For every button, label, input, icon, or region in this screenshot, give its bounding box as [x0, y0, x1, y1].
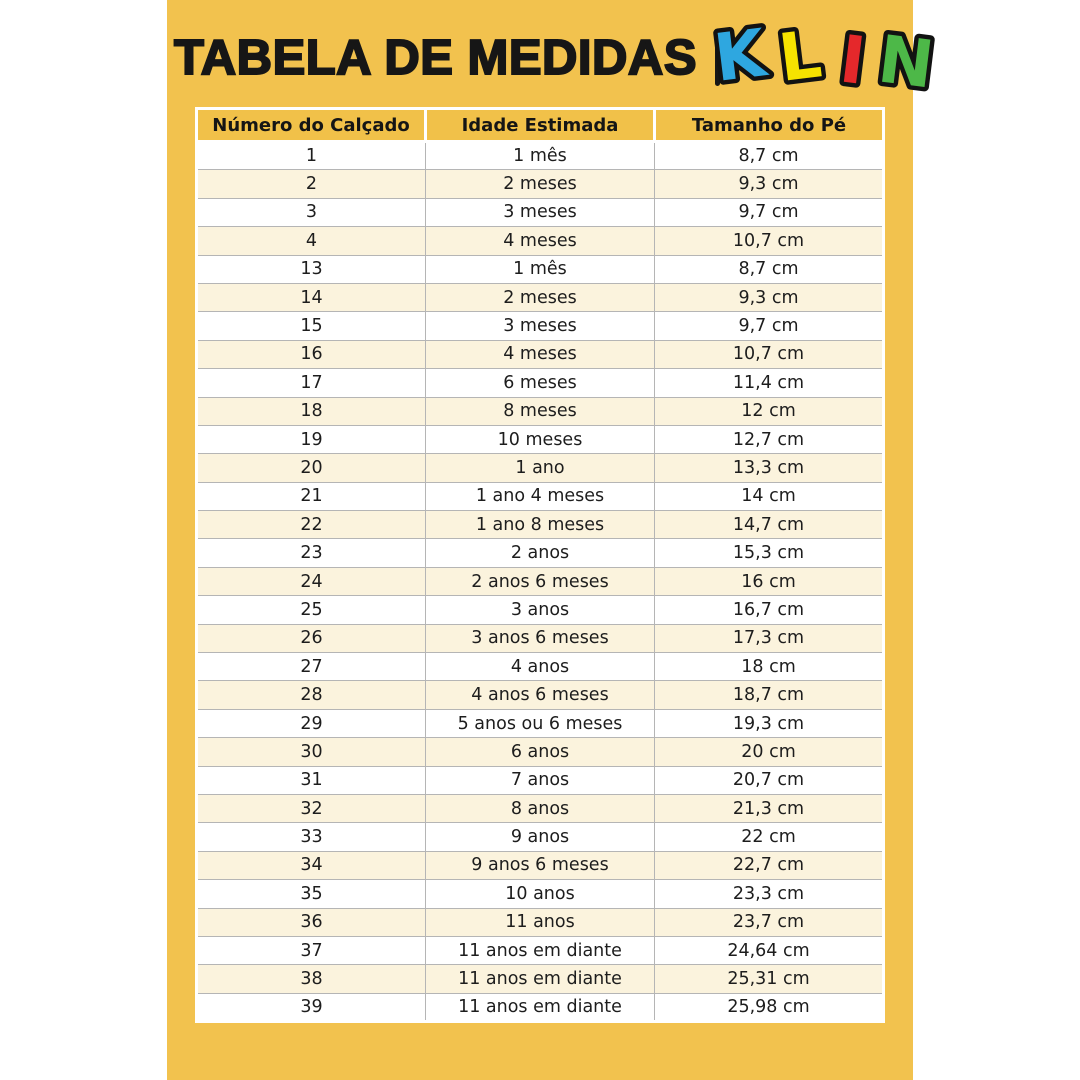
table-cell: 25,31 cm — [655, 965, 884, 993]
table-cell: 17,3 cm — [655, 624, 884, 652]
table-row — [197, 851, 884, 879]
table-row — [197, 539, 884, 567]
table-cell: 24 — [197, 567, 426, 595]
table-cell: 4 anos 6 meses — [426, 681, 655, 709]
table-cell: 9,7 cm — [655, 198, 884, 226]
table-cell: 13 — [197, 255, 426, 283]
table-row — [197, 454, 884, 482]
table-cell: 20 — [197, 454, 426, 482]
table-cell: 4 — [197, 227, 426, 255]
table-row — [197, 709, 884, 737]
table-cell: 18,7 cm — [655, 681, 884, 709]
klin-letter-l: L — [774, 16, 822, 97]
table-cell: 11 anos — [426, 908, 655, 936]
table-cell: 3 anos 6 meses — [426, 624, 655, 652]
table-row — [197, 936, 884, 964]
klin-letter-k: K — [710, 15, 766, 97]
table-cell: 1 ano — [426, 454, 655, 482]
table-row — [197, 965, 884, 993]
table-cell: 10 anos — [426, 880, 655, 908]
table-row — [197, 227, 884, 255]
table-cell: 9 anos 6 meses — [426, 851, 655, 879]
table-row — [197, 369, 884, 397]
table-cell: 34 — [197, 851, 426, 879]
table-cell: 18 — [197, 397, 426, 425]
table-row — [197, 794, 884, 822]
table-cell: 26 — [197, 624, 426, 652]
table-cell: 16 — [197, 340, 426, 368]
table-row — [197, 283, 884, 311]
header-shoe-number: Número do Calçado — [197, 109, 426, 142]
table-row — [197, 681, 884, 709]
table-cell: 2 — [197, 170, 426, 198]
table-cell: 8,7 cm — [655, 142, 884, 170]
header-estimated-age: Idade Estimada — [426, 109, 655, 142]
table-cell: 11 anos em diante — [426, 936, 655, 964]
table-row — [197, 908, 884, 936]
table-row — [197, 340, 884, 368]
table-cell: 4 meses — [426, 227, 655, 255]
table-cell: 15 — [197, 312, 426, 340]
table-cell: 6 meses — [426, 369, 655, 397]
table-cell: 3 meses — [426, 312, 655, 340]
table-cell: 27 — [197, 653, 426, 681]
table-cell: 9,3 cm — [655, 170, 884, 198]
table-row — [197, 312, 884, 340]
table-cell: 2 anos — [426, 539, 655, 567]
table-cell: 1 mês — [426, 142, 655, 170]
table-cell: 25 — [197, 596, 426, 624]
table-cell: 1 ano 8 meses — [426, 511, 655, 539]
header-foot-size: Tamanho do Pé — [655, 109, 884, 142]
table-cell: 18 cm — [655, 653, 884, 681]
table-cell: 8,7 cm — [655, 255, 884, 283]
table-cell: 6 anos — [426, 738, 655, 766]
table-cell: 22,7 cm — [655, 851, 884, 879]
table-row — [197, 425, 884, 453]
table-row — [197, 255, 884, 283]
table-cell: 4 anos — [426, 653, 655, 681]
table-cell: 16,7 cm — [655, 596, 884, 624]
table-cell: 13,3 cm — [655, 454, 884, 482]
table-row — [197, 142, 884, 170]
table-cell: 12 cm — [655, 397, 884, 425]
table-row — [197, 738, 884, 766]
table-cell: 11 anos em diante — [426, 965, 655, 993]
table-row — [197, 624, 884, 652]
table-cell: 17 — [197, 369, 426, 397]
klin-letter-i: I — [835, 21, 865, 100]
page-title: TABELA DE MEDIDAS — [174, 31, 697, 85]
table-row — [197, 823, 884, 851]
table-row — [197, 511, 884, 539]
table-cell: 20 cm — [655, 738, 884, 766]
table-cell: 2 anos 6 meses — [426, 567, 655, 595]
table-cell: 19 — [197, 425, 426, 453]
table-row — [197, 170, 884, 198]
table-cell: 28 — [197, 681, 426, 709]
table-cell: 22 — [197, 511, 426, 539]
table-cell: 32 — [197, 794, 426, 822]
table-cell: 10 meses — [426, 425, 655, 453]
table-cell: 21 — [197, 482, 426, 510]
table-cell: 9,3 cm — [655, 283, 884, 311]
table-cell: 4 meses — [426, 340, 655, 368]
table-row — [197, 653, 884, 681]
table-cell: 11 anos em diante — [426, 993, 655, 1021]
header-row — [197, 109, 884, 142]
table-row — [197, 766, 884, 794]
table-cell: 2 meses — [426, 283, 655, 311]
table-row — [197, 397, 884, 425]
table-cell: 9,7 cm — [655, 312, 884, 340]
table-cell: 19,3 cm — [655, 709, 884, 737]
table-cell: 39 — [197, 993, 426, 1021]
table-cell: 38 — [197, 965, 426, 993]
title-bar — [167, 15, 934, 104]
table-cell: 1 mês — [426, 255, 655, 283]
table-cell: 7 anos — [426, 766, 655, 794]
table-cell: 5 anos ou 6 meses — [426, 709, 655, 737]
table-cell: 15,3 cm — [655, 539, 884, 567]
table-cell: 30 — [197, 738, 426, 766]
table-cell: 23,7 cm — [655, 908, 884, 936]
table-row — [197, 198, 884, 226]
table-cell: 20,7 cm — [655, 766, 884, 794]
table-row — [197, 993, 884, 1021]
table-cell: 31 — [197, 766, 426, 794]
klin-logo — [710, 15, 934, 104]
table-cell: 21,3 cm — [655, 794, 884, 822]
table-cell: 3 anos — [426, 596, 655, 624]
table-cell: 12,7 cm — [655, 425, 884, 453]
table-cell: 33 — [197, 823, 426, 851]
table-cell: 37 — [197, 936, 426, 964]
table-cell: 35 — [197, 880, 426, 908]
table-cell: 14 — [197, 283, 426, 311]
table-row — [197, 567, 884, 595]
table-cell: 24,64 cm — [655, 936, 884, 964]
table-cell: 8 meses — [426, 397, 655, 425]
klin-letter-n: N — [874, 21, 934, 104]
table-cell: 3 meses — [426, 198, 655, 226]
table-cell: 23,3 cm — [655, 880, 884, 908]
svg-text:K L I — [710, 15, 933, 103]
table-cell: 16 cm — [655, 567, 884, 595]
table-row — [197, 880, 884, 908]
table-cell: 2 meses — [426, 170, 655, 198]
table-cell: 11,4 cm — [655, 369, 884, 397]
size-table — [195, 107, 885, 1023]
table-cell: 36 — [197, 908, 426, 936]
table-cell: 8 anos — [426, 794, 655, 822]
table-row — [197, 596, 884, 624]
table-cell: 29 — [197, 709, 426, 737]
size-table-header — [197, 109, 884, 142]
table-cell: 1 — [197, 142, 426, 170]
size-chart-poster — [167, 0, 934, 1080]
table-cell: 14 cm — [655, 482, 884, 510]
table-cell: 10,7 cm — [655, 227, 884, 255]
table-row — [197, 482, 884, 510]
table-cell: 23 — [197, 539, 426, 567]
table-cell: 10,7 cm — [655, 340, 884, 368]
table-cell: 3 — [197, 198, 426, 226]
table-cell: 14,7 cm — [655, 511, 884, 539]
table-cell: 22 cm — [655, 823, 884, 851]
size-table-body — [197, 142, 884, 1022]
table-cell: 9 anos — [426, 823, 655, 851]
table-cell: 1 ano 4 meses — [426, 482, 655, 510]
table-cell: 25,98 cm — [655, 993, 884, 1021]
